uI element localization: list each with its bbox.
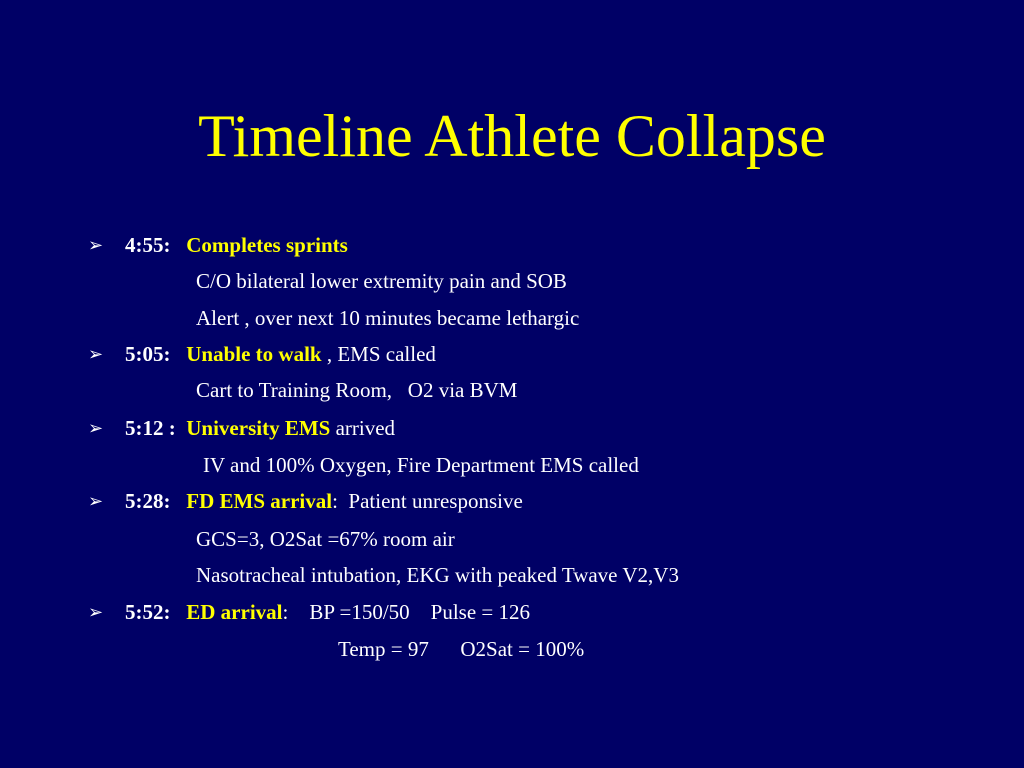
entry-event: ED arrival xyxy=(186,600,283,624)
entry-event-suffix: : BP =150/50 Pulse = 126 xyxy=(282,600,531,624)
bullet-arrow-icon: ➢ xyxy=(88,418,104,438)
entry-time: 5:05: xyxy=(125,342,171,366)
timeline-entry-header xyxy=(125,232,348,258)
entry-detail: Nasotracheal intubation, EKG with peaked Twave V2,V3 xyxy=(196,563,679,587)
entry-event: FD EMS arrival xyxy=(186,489,333,513)
entry-detail: IV and 100% Oxygen, Fire Department EMS called xyxy=(203,453,639,477)
entry-detail: C/O bilateral lower extremity pain and SOB xyxy=(196,269,567,293)
entry-time: 5:28: xyxy=(125,489,171,513)
entry-event-suffix: : Patient unresponsive xyxy=(332,489,523,513)
entry-event: Completes sprints xyxy=(186,233,348,257)
timeline-entry-header xyxy=(125,415,395,441)
slide-title: Timeline Athlete Collapse xyxy=(198,103,826,169)
entry-time: 5:12 : xyxy=(125,416,176,440)
entry-event: Unable to walk xyxy=(186,342,322,366)
bullet-arrow-icon: ➢ xyxy=(88,344,104,364)
entry-time: 4:55: xyxy=(125,233,171,257)
bullet-arrow-icon: ➢ xyxy=(88,491,104,511)
entry-event-suffix: , EMS called xyxy=(321,342,436,366)
entry-detail: GCS=3, O2Sat =67% room air xyxy=(196,527,455,551)
entry-detail: Temp = 97 O2Sat = 100% xyxy=(338,637,585,661)
bullet-arrow-icon: ➢ xyxy=(88,602,104,622)
entry-detail: Cart to Training Room, O2 via BVM xyxy=(196,378,518,402)
timeline-entry-header xyxy=(125,599,530,625)
timeline-entry-header xyxy=(125,341,436,367)
timeline-entry-header xyxy=(125,488,523,514)
entry-time: 5:52: xyxy=(125,600,171,624)
bullet-arrow-icon: ➢ xyxy=(88,235,104,255)
entry-detail: Alert , over next 10 minutes became lethargic xyxy=(196,306,580,330)
entry-event-suffix: arrived xyxy=(330,416,396,440)
entry-event: University EMS xyxy=(186,416,331,440)
